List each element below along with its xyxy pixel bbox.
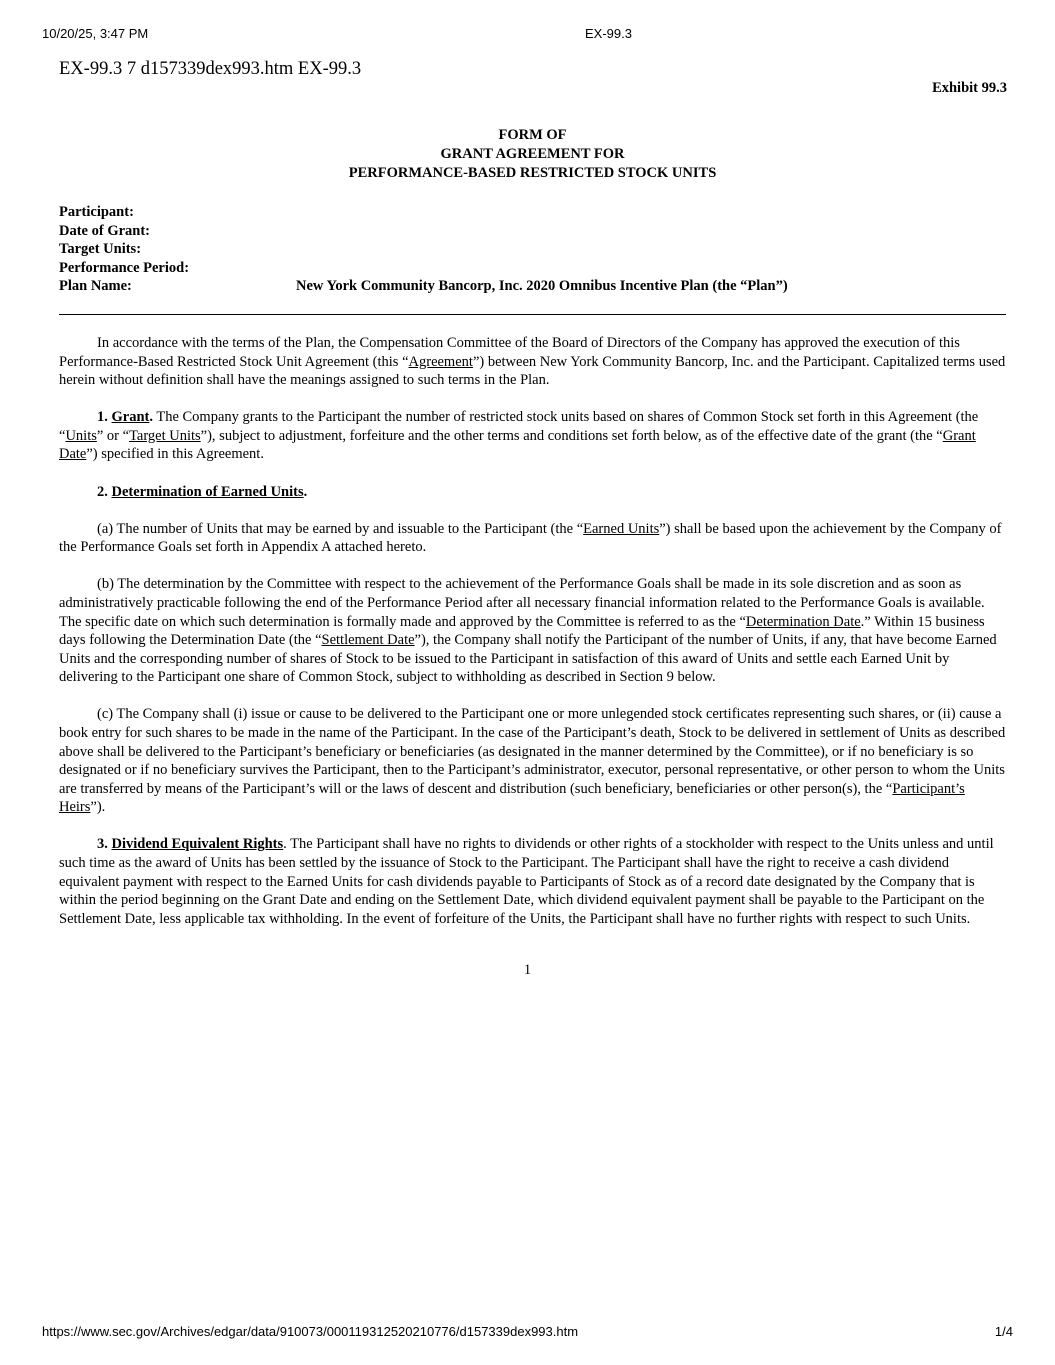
section-2-heading: 2. Determination of Earned Units. xyxy=(97,483,308,500)
section-2a: (a) The number of Units that may be earned by and issuable to the Participant (the “Earned Units”) shall be based upon the achievement by the Company of the Performance Goals set forth in Appendix A attached hereto. xyxy=(59,520,1002,556)
source-url: https://www.sec.gov/Archives/edgar/data/910073/000119312520210776/d157339dex993.htm xyxy=(42,1324,579,1339)
plan-name-label: Plan Name: xyxy=(59,278,132,295)
section-3-dividend: 3. Dividend Equivalent Rights. The Participant shall have no rights to dividends or other rights of a stockholder with respect to the Units unless and until such time as the award of Units has been settled by the issuance of Stock to the Participant. The Participant shall have the right to receive a cash dividend equivalent payment with respect to the Earned Units for cash dividends payable to Participants of Stock as of a record date designated by the Company that is within the period beginning on the Grant Date and ending on the Settlement Date, which dividend equivalent payment shall be payable to the Participant on the Settlement Date, less applicable tax withholding. In the event of forfeiture of the Units, the Participant shall have no further rights with respect to such Units. xyxy=(59,836,994,927)
section-1-grant: 1. Grant. The Company grants to the Participant the number of restricted stock units based on shares of Common Stock set forth in this Agreement (the “Units” or “Target Units”), subject to adjustment, forfeiture and the other terms and conditions set forth below, as of the effective date of the grant (the “Grant Date”) specified in this Agreement. xyxy=(59,409,979,463)
defined-term-settlement-date: Settlement Date xyxy=(321,632,415,649)
section-heading-dividend: Dividend Equivalent Rights xyxy=(111,836,284,853)
plan-name-field xyxy=(59,277,788,296)
print-datetime: 10/20/25, 3:47 PM xyxy=(42,26,149,41)
target-units-field xyxy=(59,240,788,259)
participant-field xyxy=(59,203,788,222)
date-of-grant-field xyxy=(59,222,788,241)
section-2b: (b) The determination by the Committee with respect to the achievement of the Performance Goals shall be made in its sole discretion and as soon as administratively practicable following the end of the Performance Period after all necessary financial information related to the Performance Goals is available. The specific date on which such determination is formally made and approved by the Committee is referred to as the “Determination Date.” Within 15 business days following the Determination Date (the “Settlement Date”), the Company shall notify the Participant of the number of Units, if any, that have become Earned Units and the corresponding number of shares of Stock to be issued to the Participant in satisfaction of this award of Units and settle each Earned Unit by delivering to the Participant one share of Common Stock, subject to withholding as described in Section 9 below. xyxy=(59,576,997,686)
print-doc-title: EX-99.3 xyxy=(585,26,632,41)
section-heading-determination: Determination of Earned Units xyxy=(111,483,304,500)
section-heading-grant: Grant xyxy=(111,409,150,426)
defined-term-agreement: Agreement xyxy=(408,353,473,370)
agreement-body xyxy=(59,334,1006,947)
page-number: 1 xyxy=(523,962,532,978)
print-page-count: 1/4 xyxy=(994,1324,1013,1339)
grant-fields xyxy=(59,203,788,296)
section-2c: (c) The Company shall (i) issue or cause to be delivered to the Participant one or more unlegended stock certificates representing such shares, or (ii) cause a book entry for such shares to be made in the name of the Participant. In the case of the Participant’s death, Stock to be delivered in settlement of Units as described above shall be delivered to the Participant’s beneficiary or beneficiaries (as designated in the manner determined by the Committee), or if no beneficiary is so designated or if no beneficiary survives the Participant, then to the Participant’s administrator, executor, personal representative, or other person to whom the Units are transferred by means of the Participant’s will or the laws of descent and distribution (such beneficiary, beneficiaries or other person(s), the “Participant’s Heirs”). xyxy=(59,706,1006,816)
title-line-2: GRANT AGREEMENT FOR xyxy=(440,146,625,162)
document-title xyxy=(59,126,1006,183)
target-units-label: Target Units: xyxy=(59,241,142,258)
participant-label: Participant: xyxy=(59,204,134,220)
performance-period-field xyxy=(59,259,788,278)
defined-term-target-units: Target Units xyxy=(129,427,201,444)
defined-term-participants-heirs: Participant’s Heirs xyxy=(59,780,965,816)
performance-period-label: Performance Period: xyxy=(59,259,190,276)
intro-paragraph: In accordance with the terms of the Plan, the Compensation Committee of the Board of Directors of the Company has approved the execution of this Performance-Based Restricted Stock Unit Agreement (this “Agreement”) between New York Community Bancorp, Inc. and the Participant. Capitalized terms used herein without definition shall have the meanings assigned to such terms in the Plan. xyxy=(59,335,1006,389)
plan-name-value: New York Community Bancorp, Inc. 2020 Omnibus Incentive Plan (the “Plan”) xyxy=(296,278,788,295)
defined-term-units: Units xyxy=(65,427,97,444)
defined-term-grant-date: Grant Date xyxy=(59,427,976,463)
title-line-3: PERFORMANCE-BASED RESTRICTED STOCK UNITS xyxy=(348,165,717,181)
date-of-grant-label: Date of Grant: xyxy=(59,222,151,239)
horizontal-rule xyxy=(59,314,1006,315)
exhibit-label: Exhibit 99.3 xyxy=(932,80,1007,96)
title-line-1: FORM OF xyxy=(498,127,567,143)
document-identifier: EX-99.3 7 d157339dex993.htm EX-99.3 xyxy=(59,59,362,79)
defined-term-earned-units: Earned Units xyxy=(583,520,660,537)
defined-term-determination-date: Determination Date xyxy=(745,613,861,630)
